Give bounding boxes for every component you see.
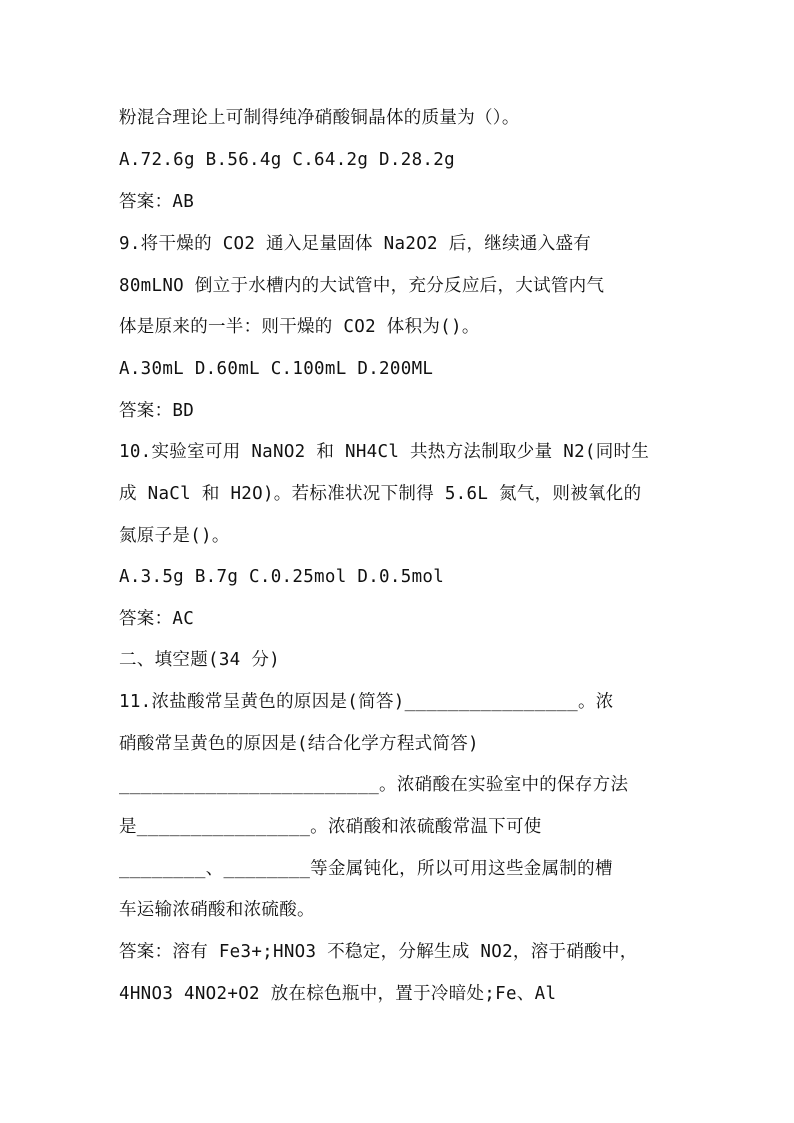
question-11-stem-line-2: 硝酸常呈黄色的原因是(结合化学方程式简答) xyxy=(119,734,479,754)
question-10-answer: 答案：AC xyxy=(119,609,195,629)
question-10-stem-line-3: 氮原子是()。 xyxy=(119,526,230,546)
question-11-stem-line-6: 车运输浓硝酸和浓硫酸。 xyxy=(119,900,315,920)
question-8-options: A.72.6g B.56.4g C.64.2g D.28.2g xyxy=(119,150,455,170)
question-11-stem-line-5: ________、________等金属钝化，所以可用这些金属制的槽 xyxy=(119,859,613,879)
question-10-options: A.3.5g B.7g C.0.25mol D.0.5mol xyxy=(119,567,445,587)
question-11-stem-line-4: 是________________。浓硝酸和浓硫酸常温下可使 xyxy=(119,817,542,837)
question-11-stem-line-3: ________________________。浓硝酸在实验室中的保存方法 xyxy=(119,775,629,795)
question-8-answer: 答案：AB xyxy=(119,192,195,212)
question-9-stem-line-1: 9.将干燥的 CO2 通入足量固体 Na2O2 后，继续通入盛有 xyxy=(119,234,592,254)
question-9-answer: 答案：BD xyxy=(119,401,195,421)
question-11-stem-line-1: 11.浓盐酸常呈黄色的原因是(简答)________________。浓 xyxy=(119,692,614,712)
question-11-answer-line-2: 4HNO3 4NO2+O2 放在棕色瓶中，置于冷暗处;Fe、Al xyxy=(119,984,557,1004)
section-heading-fill-in: 二、填空题(34 分) xyxy=(119,650,280,670)
question-8-stem-end: 粉混合理论上可制得纯净硝酸铜晶体的质量为（）。 xyxy=(119,108,520,128)
question-9-options: A.30mL D.60mL C.100mL D.200ML xyxy=(119,359,434,379)
question-11-answer-line-1: 答案：溶有 Fe3+;HNO3 不稳定，分解生成 NO2，溶于硝酸中， xyxy=(119,942,638,962)
question-10-stem-line-1: 10.实验室可用 NaNO2 和 NH4Cl 共热方法制取少量 N2(同时生 xyxy=(119,442,650,462)
question-10-stem-line-2: 成 NaCl 和 H2O)。若标准状况下制得 5.6L 氮气，则被氧化的 xyxy=(119,484,642,504)
question-9-stem-line-3: 体是原来的一半：则干燥的 CO2 体积为()。 xyxy=(119,317,480,337)
question-9-stem-line-2: 80mLNO 倒立于水槽内的大试管中，充分反应后，大试管内气 xyxy=(119,276,605,296)
